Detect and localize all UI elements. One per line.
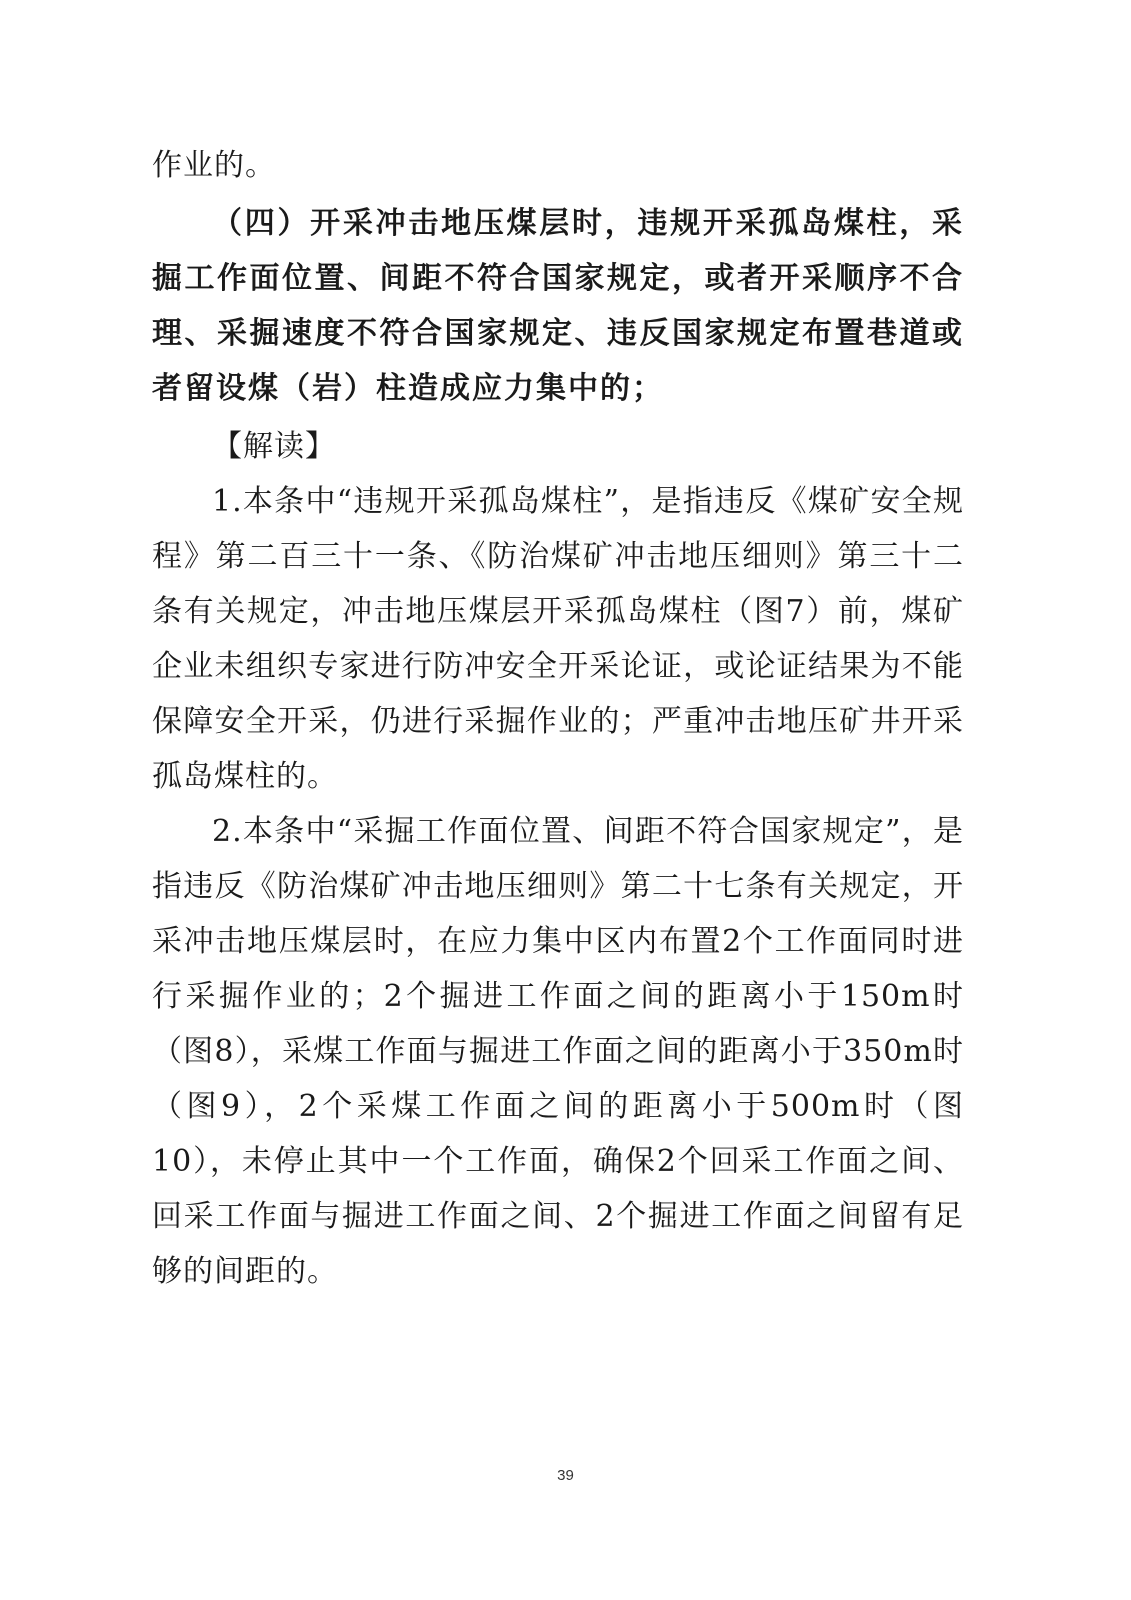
page-number: 39 — [557, 1467, 574, 1484]
interpretation-item-2: 2.本条中“采掘工作面位置、间距不符合国家规定”，是指违反《防治煤矿冲击地压细则》第二十七条有关规定，开采冲击地压煤层时，在应力集中区内布置2个工作面同时进行采掘作业的；2个掘进工作面之间的距离小于150m时（图8），采煤工作面与掘进工作面之间的距离小于350m时（图9），2个采煤工作面之间的距离小于500m时（图10），未停止其中一个工作面，确保2个回采工作面之间、回采工作面与掘进工作面之间、2个掘进工作面之间留有足够的间距的。 — [152, 814, 964, 1289]
interpretation-item-1: 1.本条中“违规开采孤岛煤柱”，是指违反《煤矿安全规程》第二百三十一条、《防治煤矿冲击地压细则》第三十二条有关规定，冲击地压煤层开采孤岛煤柱（图7）前，煤矿企业未组织专家进行防冲安全开采论证，或论证结果为不能保障安全开采，仍进行采掘作业的；严重冲击地压矿井开采孤岛煤柱的。 — [152, 484, 964, 794]
clause-heading: （四）开采冲击地压煤层时，违规开采孤岛煤柱，采掘工作面位置、间距不符合国家规定，或者开采顺序不合理、采掘速度不符合国家规定、违反国家规定布置巷道或者留设煤（岩）柱造成应力集中的； — [152, 206, 964, 406]
body-text — [152, 138, 964, 1299]
continuation-paragraph: 作业的。 — [152, 148, 276, 183]
interpretation-label: 【解读】 — [212, 429, 336, 464]
